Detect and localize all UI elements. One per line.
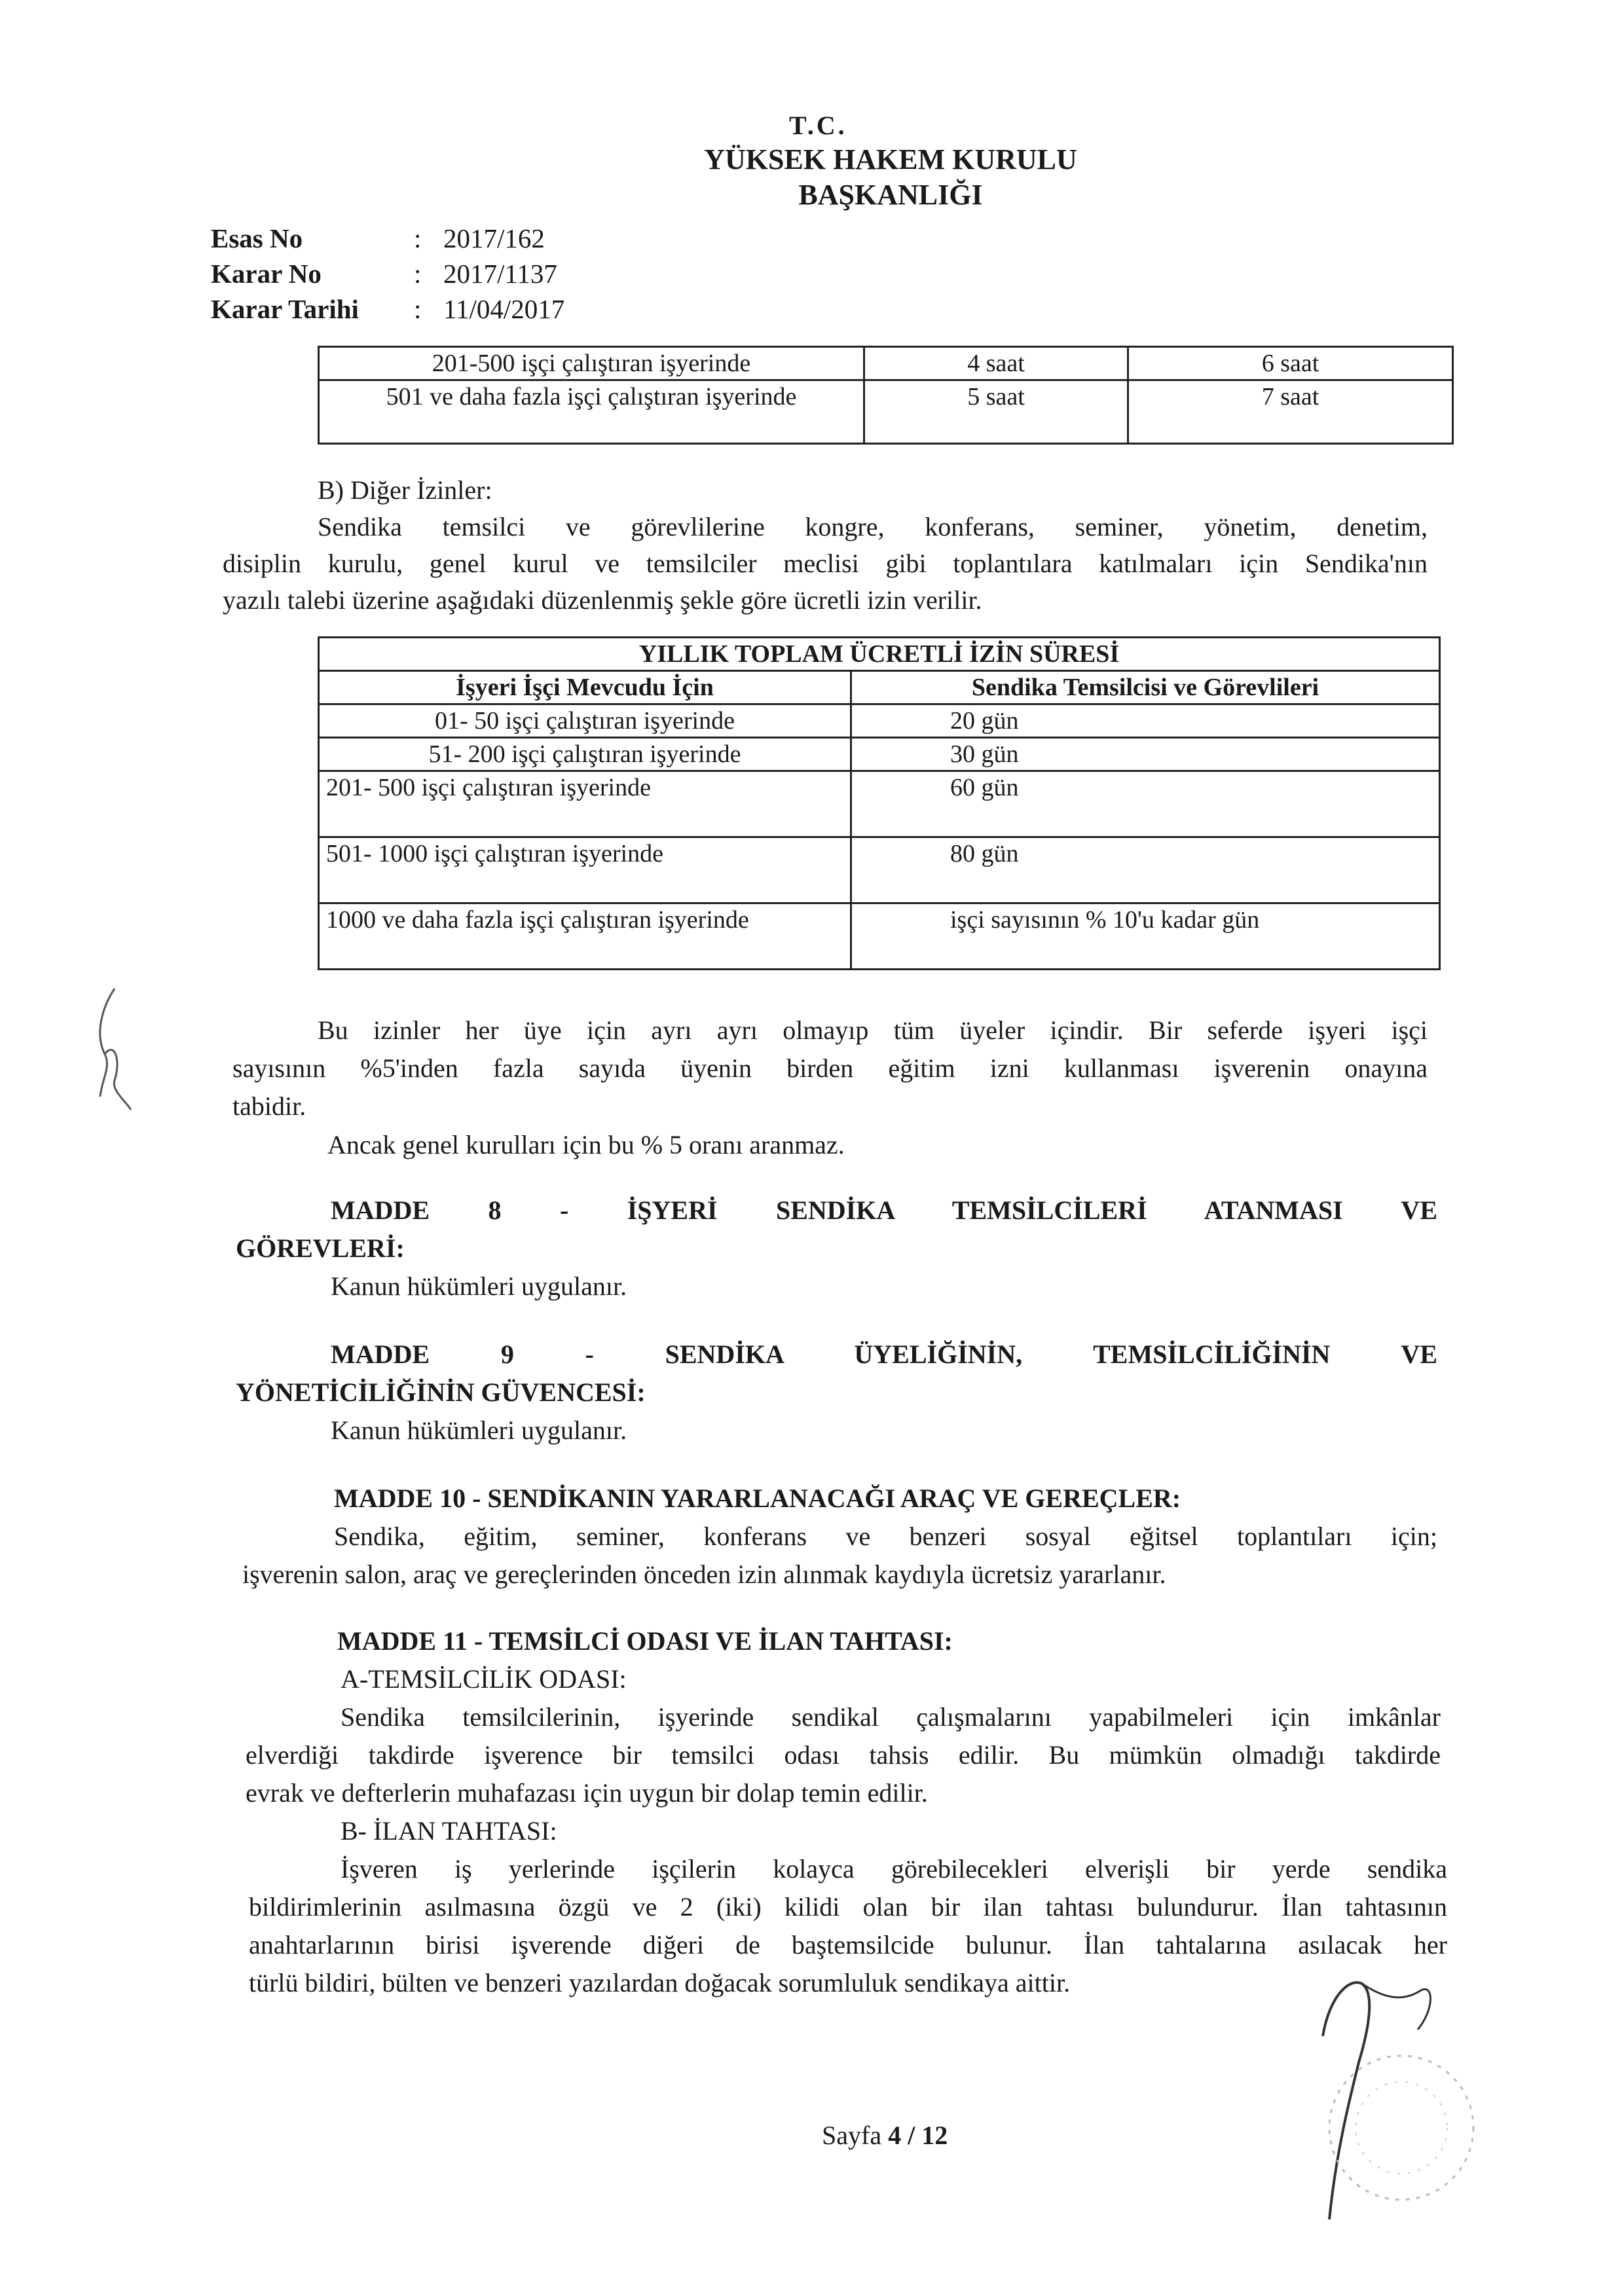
paragraph-line: İşveren iş yerlerinde işçilerin kolayca görebilecekleri elverişli bir yerde sendika <box>341 1854 1447 1884</box>
institution-title: YÜKSEK HAKEM KURULU <box>704 143 1077 175</box>
paragraph-line: yazılı talebi üzerine aşağıdaki düzenlenmiş şekle göre ücretli izin verilir. <box>223 585 982 615</box>
table-row <box>319 671 1440 704</box>
column-header: Sendika Temsilcisi ve Görevlileri <box>851 671 1440 704</box>
meta-value: 2017/162 <box>443 223 545 253</box>
table-cell: 80 gün <box>851 837 1440 903</box>
institution-subtitle: BAŞKANLIĞI <box>798 179 983 211</box>
page-indicator <box>822 2120 948 2151</box>
table-cell: 501- 1000 işçi çalıştıran işyerinde <box>319 837 851 903</box>
meta-esas <box>211 223 545 254</box>
madde-9-body: Kanun hükümleri uygulanır. <box>331 1415 627 1445</box>
meta-label: Karar No <box>211 259 322 289</box>
table-cell: 60 gün <box>851 771 1440 837</box>
paragraph-line: elverdiği takdirde işverence bir temsilci odası tahsis edilir. Bu mümkün olmadığı takdirde <box>246 1740 1441 1770</box>
paragraph-line: işverenin salon, araç ve gereçlerinden önceden izin alınmak kaydıyla ücretsiz yararlanır. <box>242 1559 1166 1589</box>
meta-sep: : <box>414 223 422 253</box>
subsection-b-heading: B- İLAN TAHTASI: <box>341 1816 557 1846</box>
table-cell: 501 ve daha fazla işçi çalıştıran işyerinde <box>319 380 864 444</box>
madde-8-title-cont: GÖREVLERİ: <box>236 1233 405 1263</box>
table-cell: işçi sayısının % 10'u kadar gün <box>851 903 1440 970</box>
paragraph-line: anahtarlarının birisi işverende diğeri de baştemsilcide bulunur. İlan tahtalarına asılacak her <box>249 1930 1447 1959</box>
page-prefix: Sayfa <box>822 2121 882 2150</box>
paragraph-line: disiplin kurulu, genel kurul ve temsilciler meclisi gibi toplantılara katılmaları için Sendika'nın <box>223 549 1428 578</box>
paragraph-line: Bu izinler her üye için ayrı ayrı olmayıp tüm üyeler içindir. Bir seferde işyeri işçi <box>318 1015 1428 1045</box>
meta-label: Karar Tarihi <box>211 294 359 324</box>
table-row <box>319 704 1440 738</box>
paragraph-line: Sendika, eğitim, seminer, konferans ve benzeri sosyal eğitsel toplantıları için; <box>334 1522 1437 1551</box>
table-cell: 201- 500 işçi çalıştıran işyerinde <box>319 771 851 837</box>
paragraph-line: Ancak genel kurulları için bu % 5 oranı aranmaz. <box>327 1130 845 1159</box>
table-row <box>319 837 1440 903</box>
page-number: 4 / 12 <box>888 2121 948 2150</box>
paragraph-line: türlü bildiri, bülten ve benzeri yazılardan doğacak sorumluluk sendikaya aittir. <box>249 1968 1071 1997</box>
madde-8-title: MADDE 8 - İŞYERİ SENDİKA TEMSİLCİLERİ ATANMASI VE <box>331 1195 1437 1225</box>
table-row <box>319 380 1453 444</box>
table-cell: 20 gün <box>851 704 1440 738</box>
madde-9-title-cont: YÖNETİCİLİĞİNİN GÜVENCESİ: <box>236 1377 646 1407</box>
meta-value: 11/04/2017 <box>443 294 565 324</box>
table-row <box>319 347 1453 380</box>
leave-table <box>318 636 1441 970</box>
stamp-mark: T.C. <box>789 111 847 140</box>
hours-table <box>318 346 1454 445</box>
signature-and-seal <box>1270 1958 1506 2232</box>
paragraph-line: tabidir. <box>232 1091 306 1121</box>
paragraph-line: Sendika temsilci ve görevlilerine kongre, konferans, seminer, yönetim, denetim, <box>318 512 1428 541</box>
meta-sep: : <box>414 259 422 289</box>
madde-9-title: MADDE 9 - SENDİKA ÜYELİĞİNİN, TEMSİLCİLİĞİNİN VE <box>331 1339 1437 1369</box>
madde-8-body: Kanun hükümleri uygulanır. <box>331 1271 627 1301</box>
meta-tarih <box>211 293 564 325</box>
table-cell: 5 saat <box>864 380 1128 444</box>
meta-sep: : <box>414 294 422 324</box>
table-row <box>319 638 1440 671</box>
table-cell: 01- 50 işçi çalıştıran işyerinde <box>319 704 851 738</box>
margin-initial-signature <box>88 982 141 1113</box>
table-row <box>319 903 1440 970</box>
madde-10-title: MADDE 10 - SENDİKANIN YARARLANACAĞI ARAÇ VE GEREÇLER: <box>334 1484 1181 1513</box>
madde-11-title: MADDE 11 - TEMSİLCİ ODASI VE İLAN TAHTASI: <box>337 1626 953 1656</box>
table-cell: 30 gün <box>851 738 1440 771</box>
meta-karar <box>211 258 557 289</box>
meta-label: Esas No <box>211 223 303 253</box>
table-cell: 6 saat <box>1128 347 1453 380</box>
section-b-heading: B) Diğer İzinler: <box>318 475 492 505</box>
table-cell: 1000 ve daha fazla işçi çalıştıran işyerinde <box>319 903 851 970</box>
table-row <box>319 738 1440 771</box>
paragraph-line: Sendika temsilcilerinin, işyerinde sendikal çalışmalarını yapabilmeleri için imkânlar <box>341 1702 1441 1732</box>
table-cell: 51- 200 işçi çalıştıran işyerinde <box>319 738 851 771</box>
subsection-a-heading: A-TEMSİLCİLİK ODASI: <box>341 1664 627 1694</box>
column-header: İşyeri İşçi Mevcudu İçin <box>319 671 851 704</box>
paragraph-line: bildirimlerinin asılmasına özgü ve 2 (iki) kilidi olan bir ilan tahtası bulundurur. İlan tahtasının <box>249 1892 1447 1922</box>
paragraph-line: evrak ve defterlerin muhafazası için uygun bir dolap temin edilir. <box>246 1778 928 1808</box>
paragraph-line: sayısının %5'inden fazla sayıda üyenin birden eğitim izni kullanması işverenin onayına <box>232 1053 1428 1083</box>
meta-value: 2017/1137 <box>443 259 557 289</box>
table-row <box>319 771 1440 837</box>
table-cell: 201-500 işçi çalıştıran işyerinde <box>319 347 864 380</box>
leave-table-title: YILLIK TOPLAM ÜCRETLİ İZİN SÜRESİ <box>319 638 1440 671</box>
table-cell: 7 saat <box>1128 380 1453 444</box>
table-cell: 4 saat <box>864 347 1128 380</box>
